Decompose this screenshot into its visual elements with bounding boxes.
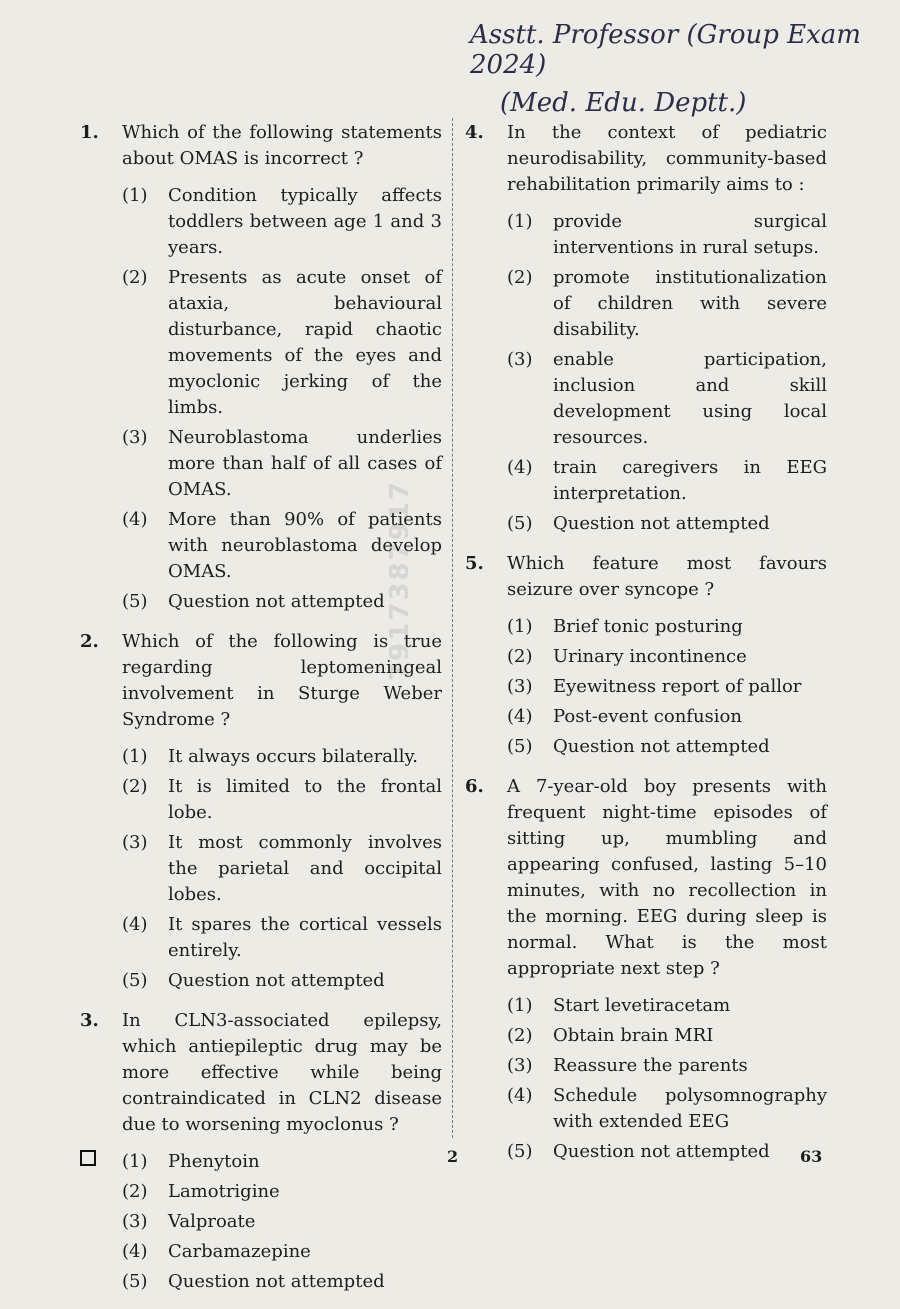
watermark: 7917387917 (385, 480, 415, 681)
option-number: (2) (122, 267, 148, 288)
option-item (122, 774, 442, 826)
option-text: Question not attempted (168, 1271, 385, 1292)
option-number: (1) (122, 746, 148, 767)
option-item (507, 1083, 827, 1135)
option-number: (1) (507, 616, 533, 637)
option-item (122, 589, 442, 615)
option-text: Question not attempted (168, 970, 385, 991)
option-text: Start levetiracetam (553, 995, 731, 1016)
question-block (80, 629, 442, 994)
question-text: Which of the following is true regarding leptomeningeal involvement in Sturge Weber Syndrome ? (122, 631, 442, 730)
option-number: (5) (122, 591, 148, 612)
option-item (507, 511, 827, 537)
option-number: (5) (122, 970, 148, 991)
option-item (507, 1023, 827, 1049)
option-text: Condition typically affects toddlers between age 1 and 3 years. (168, 185, 442, 258)
options-list (507, 614, 827, 760)
option-number: (3) (122, 427, 148, 448)
question-number: 1. (80, 122, 99, 143)
option-item (122, 183, 442, 261)
option-number: (2) (122, 1181, 148, 1202)
option-item (507, 614, 827, 640)
option-item (122, 1239, 442, 1265)
option-number: (3) (122, 832, 148, 853)
option-number: (5) (507, 513, 533, 534)
option-text: Obtain brain MRI (553, 1025, 714, 1046)
option-number: (2) (507, 267, 533, 288)
option-item (122, 912, 442, 964)
option-text: It is limited to the frontal lobe. (168, 776, 442, 823)
option-text: Urinary incontinence (553, 646, 747, 667)
option-number: (1) (507, 995, 533, 1016)
question-stem (80, 629, 442, 733)
option-text: It most commonly involves the parietal and occipital lobes. (168, 832, 442, 905)
option-number: (4) (507, 457, 533, 478)
options-list (122, 183, 442, 615)
option-item (507, 993, 827, 1019)
question-number: 6. (465, 776, 484, 797)
option-text: Carbamazepine (168, 1241, 311, 1262)
option-text: It always occurs bilaterally. (168, 746, 418, 767)
option-text: Presents as acute onset of ataxia, behavioural disturbance, rapid chaotic movements of the eyes and myoclonic jerking of the limbs. (168, 267, 442, 418)
option-item (507, 1139, 827, 1165)
option-text: Reassure the parents (553, 1055, 748, 1076)
question-stem (465, 120, 827, 198)
question-number: 5. (465, 553, 484, 574)
option-text: train caregivers in EEG interpretation. (553, 457, 827, 504)
question-block (80, 1008, 442, 1295)
option-text: Eyewitness report of pallor (553, 676, 802, 697)
option-item (122, 1269, 442, 1295)
option-item (507, 265, 827, 343)
option-number: (4) (507, 706, 533, 727)
left-column (80, 120, 442, 1309)
option-item (507, 209, 827, 261)
option-text: Schedule polysomnography with extended EEG (553, 1085, 827, 1132)
option-number: (2) (122, 776, 148, 797)
paper-code: 63 (800, 1147, 823, 1166)
option-item (122, 1179, 442, 1205)
option-item (122, 1209, 442, 1235)
question-text: In CLN3-associated epilepsy, which antiepileptic drug may be more effective while being contraindicated in CLN2 disease due to worsening myoclonus ? (122, 1010, 442, 1135)
option-text: Valproate (168, 1211, 256, 1232)
option-item (122, 968, 442, 994)
option-number: (3) (507, 676, 533, 697)
option-item (507, 674, 827, 700)
option-number: (1) (122, 1151, 148, 1172)
option-number: (3) (507, 349, 533, 370)
option-text: Question not attempted (553, 1141, 770, 1162)
question-block (465, 774, 827, 1165)
option-text: Question not attempted (553, 736, 770, 757)
option-text: Brief tonic posturing (553, 616, 743, 637)
option-number: (5) (507, 736, 533, 757)
question-number: 3. (80, 1010, 99, 1031)
option-item (122, 830, 442, 908)
option-number: (1) (122, 185, 148, 206)
option-item (507, 347, 827, 451)
option-item (507, 1053, 827, 1079)
handwritten-line-2: (Med. Edu. Deptt.) (500, 88, 747, 118)
options-list (507, 993, 827, 1165)
option-number: (3) (122, 1211, 148, 1232)
options-list (122, 744, 442, 994)
question-block (80, 120, 442, 615)
option-item (122, 744, 442, 770)
option-item (122, 265, 442, 421)
question-number: 2. (80, 631, 99, 652)
option-text: Question not attempted (168, 591, 385, 612)
question-stem (465, 551, 827, 603)
corner-square-mark (80, 1150, 96, 1166)
options-list (122, 1149, 442, 1295)
question-text: A 7-year-old boy presents with frequent night-time episodes of sitting up, mumbling and appearing confused, lasting 5–10 minutes, with no recollection in the morning. EEG during sleep is normal. What is the most appropriate next step ? (507, 776, 827, 979)
option-text: More than 90% of patients with neuroblastoma develop OMAS. (168, 509, 442, 582)
option-text: provide surgical interventions in rural setups. (553, 211, 827, 258)
option-number: (4) (507, 1085, 533, 1106)
options-list (507, 209, 827, 537)
question-block (465, 551, 827, 760)
option-number: (2) (507, 646, 533, 667)
option-item (122, 1149, 442, 1175)
option-text: Lamotrigine (168, 1181, 280, 1202)
option-number: (2) (507, 1025, 533, 1046)
option-text: Phenytoin (168, 1151, 260, 1172)
question-stem (80, 120, 442, 172)
option-text: Neuroblastoma underlies more than half of all cases of OMAS. (168, 427, 442, 500)
option-number: (4) (122, 509, 148, 530)
option-text: promote institutionalization of children with severe disability. (553, 267, 827, 340)
handwritten-header (470, 20, 900, 118)
question-text: Which of the following statements about OMAS is incorrect ? (122, 122, 442, 169)
option-text: Question not attempted (553, 513, 770, 534)
page-number: 2 (447, 1147, 459, 1166)
column-divider (452, 118, 453, 1138)
handwritten-line-1: Asstt. Professor (Group Exam 2024) (470, 20, 861, 80)
option-item (122, 425, 442, 503)
option-number: (3) (507, 1055, 533, 1076)
question-stem (465, 774, 827, 982)
option-item (507, 455, 827, 507)
option-item (507, 704, 827, 730)
option-number: (5) (122, 1271, 148, 1292)
right-column (465, 120, 827, 1179)
option-item (507, 734, 827, 760)
option-number: (1) (507, 211, 533, 232)
option-item (122, 507, 442, 585)
option-number: (4) (122, 1241, 148, 1262)
option-number: (5) (507, 1141, 533, 1162)
question-block (465, 120, 827, 537)
question-text: Which feature most favours seizure over syncope ? (507, 553, 827, 600)
option-text: It spares the cortical vessels entirely. (168, 914, 442, 961)
option-text: enable participation, inclusion and skill development using local resources. (553, 349, 827, 448)
option-text: Post-event confusion (553, 706, 742, 727)
question-number: 4. (465, 122, 484, 143)
option-number: (4) (122, 914, 148, 935)
question-stem (80, 1008, 442, 1138)
option-item (507, 644, 827, 670)
question-text: In the context of pediatric neurodisability, community-based rehabilitation primarily aims to : (507, 122, 827, 195)
